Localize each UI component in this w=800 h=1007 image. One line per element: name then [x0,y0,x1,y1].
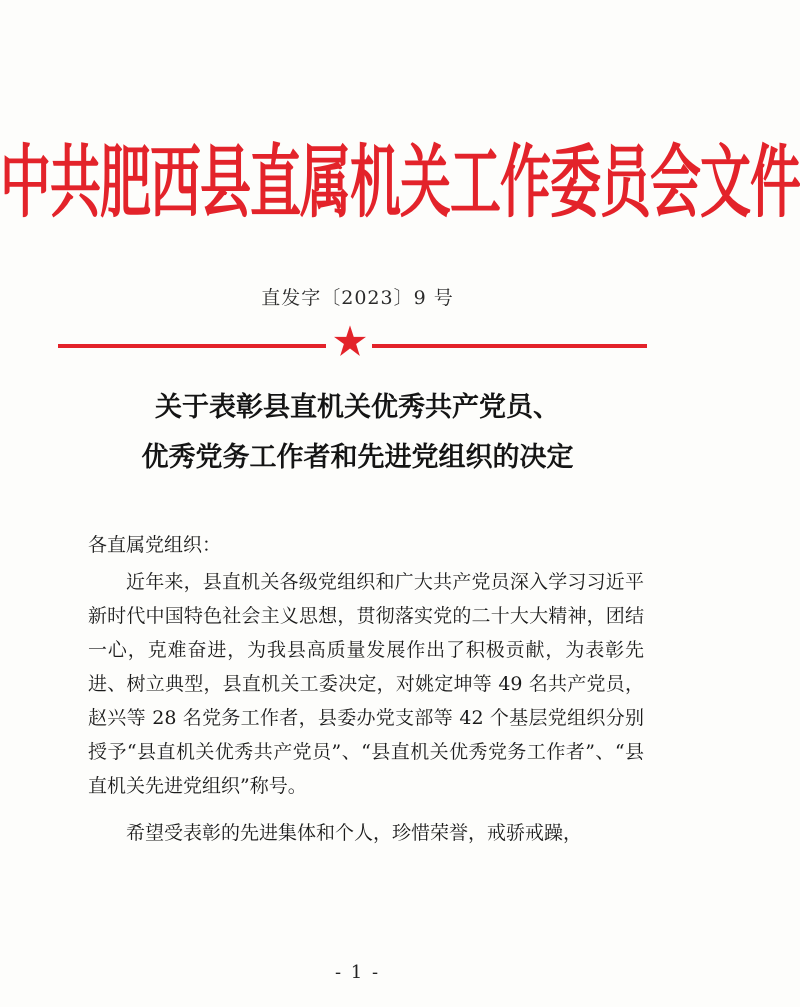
document-number: 直发字〔2023〕9 号 [261,287,454,309]
salutation: 各直属党组织： [88,534,222,556]
red-divider-right [372,344,647,348]
paragraph: 希望受表彰的先进集体和个人，珍惜荣誉，戒骄戒躁， [126,822,583,844]
red-star-icon [333,324,367,358]
red-divider-left [58,344,326,348]
document-title [0,383,715,483]
paragraph: 近年来，县直机关各级党组织和广大共产党员深入学习习近平新时代中国特色社会主义思想，贯彻落实党的二十大大精神，团结一心，克难奋进，为我县高质量发展作出了积极贡献，为表彰先进、树立典型，县直机关工委决定，对姚定坤等 49 名共产党员，赵兴等 28 名党务工作者，县委办党支部等 42 个基层党组织分别授予“县直机关优秀共产党员”、“县直机关优秀党务工作者”、“县直机关先进党组织”称号。 [88,571,644,797]
body-text [88,565,644,850]
title-line-1: 关于表彰县直机关优秀共产党员、 [155,392,560,423]
page-number: - 1 - [334,962,381,983]
masthead-title: 中共肥西县直属机关工作委员会文件 [0,138,800,230]
title-line-2: 优秀党务工作者和先进党组织的决定 [141,442,574,473]
